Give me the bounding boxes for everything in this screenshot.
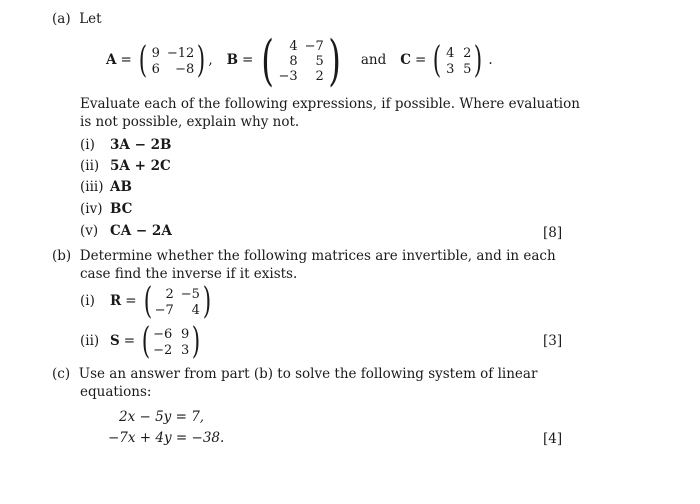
item-number: (i) [80, 293, 95, 310]
right-paren: ) [474, 40, 483, 81]
matrix-cell: 3 [446, 61, 455, 77]
equals-sign: = [123, 333, 136, 350]
equals-sign: = [242, 52, 254, 69]
item-expression: BC [110, 201, 133, 217]
matrix-cell: 3 [181, 342, 190, 358]
matrix-cell: 4 [446, 45, 455, 61]
matrix-s-name: S [110, 333, 120, 350]
part-a-item-ii [80, 160, 171, 174]
equals-sign: = [415, 52, 427, 69]
left-paren: ( [138, 40, 148, 81]
part-c-marks: [4] [543, 431, 563, 447]
matrix-cell: 6 [151, 61, 160, 77]
matrix-c-entries [444, 47, 471, 76]
matrix-b-name: B [226, 52, 239, 69]
matrix-r-name: R [110, 293, 122, 310]
equation-2: −7x + 4y = −38. [108, 430, 225, 446]
matrix-c [430, 40, 485, 81]
part-b-item-ii [80, 323, 203, 361]
matrix-cell: 9 [181, 326, 190, 342]
matrix-cell: −8 [175, 61, 195, 77]
item-expression: CA − 2A [110, 223, 172, 239]
item-expression: 3A − 2B [110, 137, 172, 153]
matrix-s-entries [153, 328, 189, 357]
part-a-instruction-line2: is not possible, explain why not. [80, 114, 300, 130]
part-b-line1 [52, 250, 556, 264]
part-c-line2: equations: [80, 384, 152, 400]
matrix-a-name: A [106, 52, 117, 69]
part-b-marks: [3] [543, 333, 563, 349]
item-expression: 5A + 2C [110, 158, 171, 174]
period: . [488, 52, 493, 69]
matrix-r [141, 281, 214, 322]
item-number: (i) [80, 137, 95, 153]
item-number: (ii) [80, 158, 100, 174]
part-b-label: (b) [52, 248, 72, 264]
matrix-cell: −12 [166, 45, 195, 61]
and-text: and [360, 52, 387, 69]
right-paren: ) [197, 40, 206, 81]
right-paren: ) [327, 29, 341, 92]
part-c-line1 [52, 368, 537, 382]
matrix-b-entries [278, 40, 323, 83]
comma: , [208, 52, 213, 69]
part-b-text: Determine whether the following matrices are invertible, and in each [79, 248, 556, 264]
matrix-cell: 2 [315, 68, 324, 84]
item-expression: AB [110, 179, 132, 195]
part-a-label: (a) Let [52, 11, 102, 27]
matrix-s [139, 321, 203, 362]
part-b-item-i [80, 283, 214, 321]
matrix-cell: −7 [154, 302, 174, 318]
matrix-cell: 2 [463, 45, 472, 61]
part-a-item-i [80, 139, 171, 153]
item-number: (v) [80, 223, 99, 239]
matrix-cell: 4 [191, 302, 200, 318]
item-number: (iii) [80, 179, 104, 195]
part-a-intro: Let [79, 11, 102, 27]
equals-sign: = [125, 293, 137, 310]
equation-1: 2x − 5y = 7, [119, 409, 205, 425]
matrix-cell: 5 [463, 61, 472, 77]
left-paren: ( [261, 29, 275, 92]
left-paren: ( [433, 40, 442, 81]
part-a-marks: [8] [543, 225, 563, 241]
part-b-line2: case find the inverse if it exists. [80, 266, 298, 282]
matrix-b [257, 29, 345, 92]
matrix-c-name: C [400, 52, 411, 69]
matrix-cell: −5 [180, 286, 200, 302]
matrix-cell: 9 [151, 45, 160, 61]
left-paren: ( [141, 321, 151, 362]
right-paren: ) [202, 281, 212, 322]
right-paren: ) [192, 321, 201, 362]
matrix-a [136, 40, 209, 81]
matrix-cell: 5 [315, 53, 324, 69]
matrix-cell: −2 [153, 342, 173, 358]
item-number: (iv) [80, 201, 103, 217]
item-number: (ii) [80, 333, 100, 350]
matrix-definitions [106, 29, 493, 92]
part-a-item-iii [80, 181, 132, 195]
left-paren: ( [143, 281, 152, 322]
matrix-cell: 8 [289, 53, 298, 69]
matrix-cell: 2 [165, 286, 174, 302]
matrix-r-entries [155, 288, 200, 317]
matrix-a-entries [150, 47, 194, 76]
part-a-item-v [80, 225, 172, 239]
matrix-cell: 4 [289, 38, 298, 54]
matrix-cell: −6 [153, 326, 173, 342]
matrix-cell: −7 [304, 38, 324, 54]
part-c-text: Use an answer from part (b) to solve the following system of linear [78, 366, 538, 382]
part-a-instruction-line1: Evaluate each of the following expressions, if possible. Where evaluation [80, 96, 580, 112]
equals-sign: = [120, 52, 132, 69]
part-c-label: (c) [52, 366, 71, 382]
part-a-item-iv [80, 203, 132, 217]
matrix-cell: −3 [278, 68, 298, 84]
